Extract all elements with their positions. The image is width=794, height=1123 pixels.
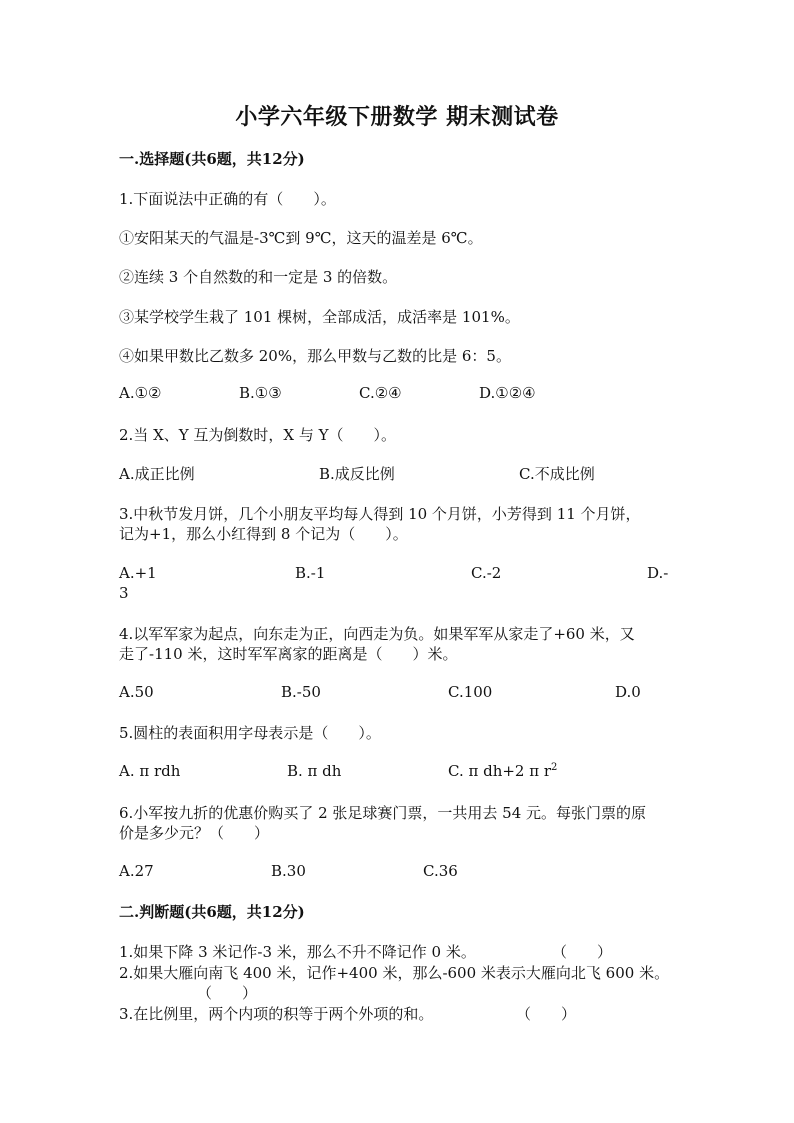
q6-option-c: C.36 (423, 862, 458, 880)
q4-option-a: A.50 (119, 683, 154, 701)
q2-option-c: C.不成比例 (519, 465, 595, 483)
section-heading-judge: 二.判断题(共6题，共12分) (119, 903, 305, 921)
q1-statement-4: ④如果甲数比乙数多 20%，那么甲数与乙数的比是 6：5。 (119, 347, 511, 365)
q3-option-a: A.+1 (119, 564, 157, 582)
q3-stem-line-2: 记为+1，那么小红得到 8 个记为（ ）。 (119, 525, 408, 543)
q3-option-d: D.- (647, 564, 669, 582)
q2-option-a: A.成正比例 (119, 465, 195, 483)
q6-option-a: A.27 (119, 862, 154, 880)
q4-option-d: D.0 (615, 683, 641, 701)
q2-option-b: B.成反比例 (319, 465, 395, 483)
judge-3-text: 3.在比例里，两个内项的积等于两个外项的和。 (119, 1005, 434, 1023)
q4-stem-line-2: 走了-110 米，这时军军离家的距离是（ ）米。 (119, 645, 458, 663)
q1-statement-2: ②连续 3 个自然数的和一定是 3 的倍数。 (119, 268, 398, 286)
judge-1-text: 1.如果下降 3 米记作-3 米，那么不升不降记作 0 米。 (119, 943, 476, 961)
q5-stem: 5.圆柱的表面积用字母表示是（ ）。 (119, 724, 381, 742)
judge-2-text: 2.如果大雁向南飞 400 米，记作+400 米，那么-600 米表示大雁向北飞 600 米。 (119, 964, 670, 982)
q3-stem-line-1: 3.中秋节发月饼，几个小朋友平均每人得到 10 个月饼，小芳得到 11 个月饼， (119, 505, 641, 523)
section-heading-choice: 一.选择题(共6题，共12分) (119, 150, 305, 168)
judge-3-answer-paren: （ ） (516, 1005, 577, 1023)
q5-option-c-text: C. π dh+2 π r (448, 762, 552, 780)
q4-option-c: C.100 (448, 683, 493, 701)
q6-stem-line-2: 价是多少元？（ ） (119, 824, 270, 842)
q1-statement-1: ①安阳某天的气温是-3℃到 9℃，这天的温差是 6℃。 (119, 229, 483, 247)
judge-1-answer-paren: （ ） (552, 943, 613, 961)
q4-stem-line-1: 4.以军军家为起点，向东走为正，向西走为负。如果军军从家走了+60 米，又 (119, 625, 635, 643)
q5-option-c (448, 762, 557, 780)
q5-option-c-exponent: 2 (551, 762, 558, 773)
q4-option-b: B.-50 (281, 683, 321, 701)
q2-stem: 2.当 X、Y 互为倒数时，X 与 Y（ ）。 (119, 426, 397, 444)
q1-stem: 1.下面说法中正确的有（ ）。 (119, 190, 336, 208)
q6-stem-line-1: 6.小军按九折的优惠价购买了 2 张足球赛门票，一共用去 54 元。每张门票的原 (119, 804, 647, 822)
page-title: 小学六年级下册数学 期末测试卷 (235, 104, 559, 130)
q1-option-c: C.②④ (359, 384, 402, 402)
q3-option-d-wrap: 3 (119, 584, 129, 602)
q1-statement-3: ③某学校学生栽了 101 棵树，全部成活，成活率是 101%。 (119, 308, 520, 326)
q5-option-b: B. π dh (287, 762, 342, 780)
q3-option-b: B.-1 (295, 564, 326, 582)
q6-option-b: B.30 (271, 862, 306, 880)
q1-option-b: B.①③ (239, 384, 282, 402)
q5-option-a: A. π rdh (119, 762, 181, 780)
judge-2-answer-paren: （ ） (197, 984, 258, 1002)
q1-option-d: D.①②④ (479, 384, 536, 402)
q3-option-c: C.-2 (471, 564, 502, 582)
q1-option-a: A.①② (119, 384, 162, 402)
